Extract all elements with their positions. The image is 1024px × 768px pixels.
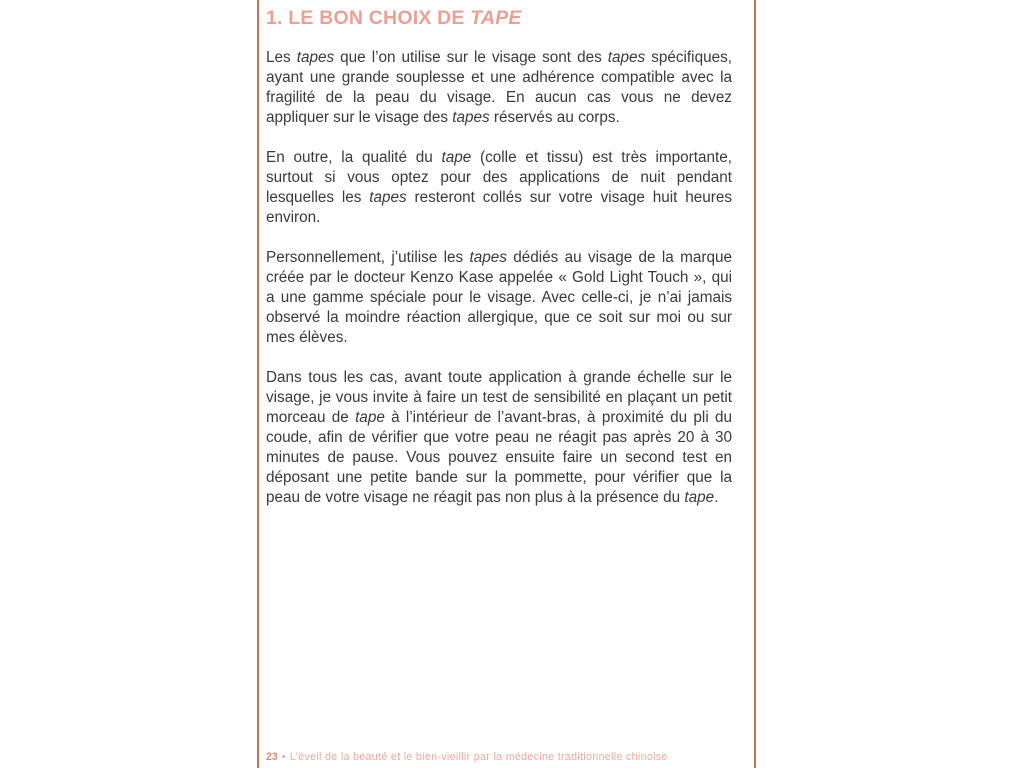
- paragraph: Les tapes que l’on utilise sur le visage sont des tapes spécifiques, ayant une grande souplesse et une adhérence compatible avec la fragilité de la peau du visage. En aucun cas vous ne devez appliquer sur le visage des tapes réservés au corps.: [266, 49, 732, 127]
- emphasized-term: tapes: [607, 49, 646, 67]
- paragraph: En outre, la qualité du tape (colle et tissu) est très importante, surtout si vous optez pour des applications de nuit pendant lesquelles les tapes resteront collés sur votre visage huit heures environ.: [266, 149, 732, 227]
- emphasized-term: tapes: [369, 189, 407, 207]
- right-margin-rule: [754, 0, 756, 768]
- paragraph: Personnellement, j’utilise les tapes dédiés au visage de la marque créée par le docteur Kenzo Kase appelée « Gold Light Touch », qui a une gamme spéciale pour le visage. Avec celle-ci, je n’ai jamais observé la moindre réaction allergique, que ce soit sur moi ou sur mes élèves.: [266, 249, 732, 347]
- footer-separator-bullet: •: [281, 751, 286, 763]
- left-margin-rule: [257, 0, 259, 768]
- chapter-heading: [266, 0, 732, 30]
- paragraph: Dans tous les cas, avant toute application à grande échelle sur le visage, je vous invite à faire un test de sensibilité en plaçant un petit morceau de tape à l’intérieur de l’avant-bras, à proximité du pli du coude, afin de vérifier que votre peau ne réagit pas après 20 à 30 minutes de pause. Vous pouvez ensuite faire un second test en déposant une petite bande sur la pommette, pour vérifier que la peau de votre visage ne réagit pas non plus à la présence du tape.: [266, 369, 732, 507]
- emphasized-term: tapes: [452, 109, 490, 127]
- footer-book-title: L’éveil de la beauté et le bien-vieillir par la médecine traditionnelle chinoise: [289, 751, 668, 763]
- chapter-heading-keyword: TAPE: [470, 7, 522, 29]
- page-number: 23: [266, 751, 278, 763]
- emphasized-term: tape: [684, 489, 715, 507]
- chapter-heading-label: 1. LE BON CHOIX DE: [266, 7, 471, 29]
- body-copy: [266, 30, 732, 508]
- emphasized-term: tape: [355, 409, 385, 427]
- emphasized-term: tape: [441, 149, 472, 167]
- emphasized-term: tapes: [296, 49, 335, 67]
- page-content: [266, 0, 732, 768]
- emphasized-term: tapes: [469, 249, 507, 267]
- page-footer: [266, 750, 736, 764]
